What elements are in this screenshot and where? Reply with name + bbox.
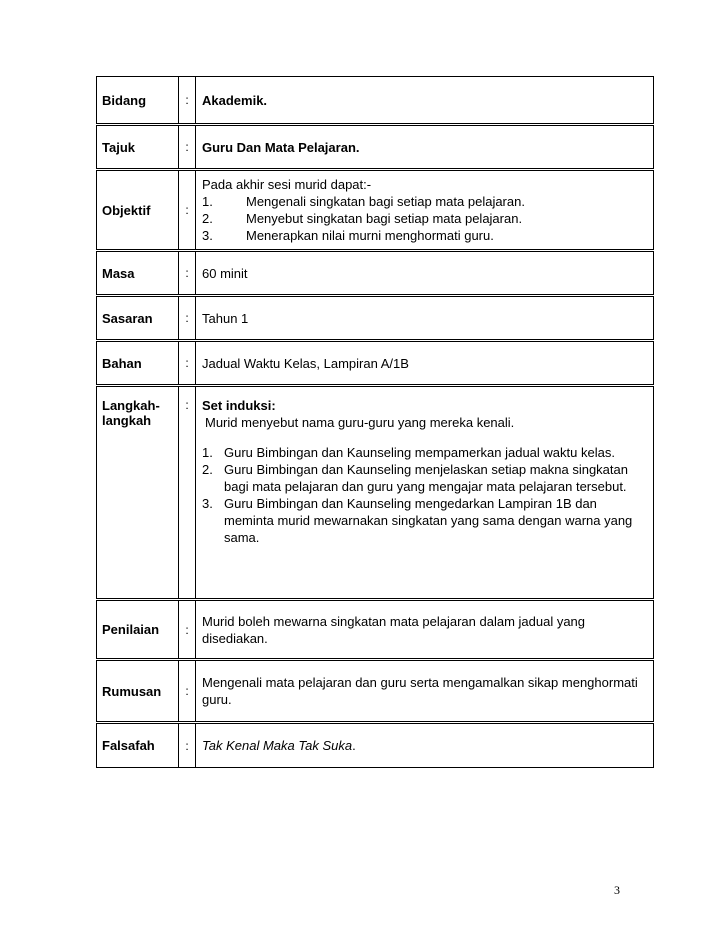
list-item: 3. Menerapkan nilai murni menghormati guru. (202, 228, 494, 243)
row-label: Penilaian (97, 600, 179, 660)
row-penilaian (97, 600, 654, 660)
row-value: Murid boleh mewarna singkatan mata pelajaran dalam jadual yang disediakan. (196, 600, 654, 660)
row-tajuk (97, 125, 654, 170)
langkah-heading: Set induksi: (202, 398, 276, 413)
row-objektif (97, 170, 654, 251)
row-label: Langkah- langkah (97, 386, 179, 600)
row-colon: : (179, 386, 196, 600)
row-value: Akademik. (196, 77, 654, 125)
row-label: Bahan (97, 341, 179, 386)
row-label: Sasaran (97, 296, 179, 341)
row-colon: : (179, 341, 196, 386)
list-item: 3. Guru Bimbingan dan Kaunseling mengedarkan Lampiran 1B dan meminta murid mewarnakan singkatan yang sama dengan warna yang sama. (202, 496, 633, 545)
row-value: Tahun 1 (196, 296, 654, 341)
row-sasaran (97, 296, 654, 341)
list-item: 1. Mengenali singkatan bagi setiap mata pelajaran. (202, 194, 525, 209)
page-number: 3 (614, 883, 620, 897)
lesson-plan-table (96, 76, 654, 768)
row-colon: : (179, 170, 196, 251)
list-item: 2. Menyebut singkatan bagi setiap mata pelajaran. (202, 211, 523, 226)
objektif-intro: Pada akhir sesi murid dapat:- (202, 177, 372, 192)
row-value: Mengenali mata pelajaran dan guru serta mengamalkan sikap menghormati guru. (196, 660, 654, 723)
row-value: Jadual Waktu Kelas, Lampiran A/1B (196, 341, 654, 386)
row-bahan (97, 341, 654, 386)
langkah-steps (202, 444, 647, 546)
row-label: Rumusan (97, 660, 179, 723)
row-label: Objektif (97, 170, 179, 251)
row-colon: : (179, 600, 196, 660)
row-colon: : (179, 723, 196, 768)
row-colon: : (179, 77, 196, 125)
list-item: 1. Guru Bimbingan dan Kaunseling mempamerkan jadual waktu kelas. (202, 445, 615, 460)
row-falsafah (97, 723, 654, 768)
row-colon: : (179, 251, 196, 296)
langkah-intro: Murid menyebut nama guru-guru yang mereka kenali. (205, 415, 515, 430)
langkah-content (196, 386, 654, 600)
objektif-content (196, 170, 654, 251)
row-value: Tak Kenal Maka Tak Suka. (196, 723, 654, 768)
row-label: Masa (97, 251, 179, 296)
row-label: Tajuk (97, 125, 179, 170)
row-colon: : (179, 660, 196, 723)
row-masa (97, 251, 654, 296)
row-colon: : (179, 296, 196, 341)
list-item: 2. Guru Bimbingan dan Kaunseling menjelaskan setiap makna singkatan bagi mata pelajaran dan guru yang mengajar mata pelajaran tersebut. (202, 462, 628, 494)
row-value: 60 minit (196, 251, 654, 296)
row-bidang (97, 77, 654, 125)
row-colon: : (179, 125, 196, 170)
row-rumusan (97, 660, 654, 723)
row-value: Guru Dan Mata Pelajaran. (196, 125, 654, 170)
row-label: Bidang (97, 77, 179, 125)
falsafah-motto: Tak Kenal Maka Tak Suka (202, 738, 353, 753)
row-langkah (97, 386, 654, 600)
row-label: Falsafah (97, 723, 179, 768)
